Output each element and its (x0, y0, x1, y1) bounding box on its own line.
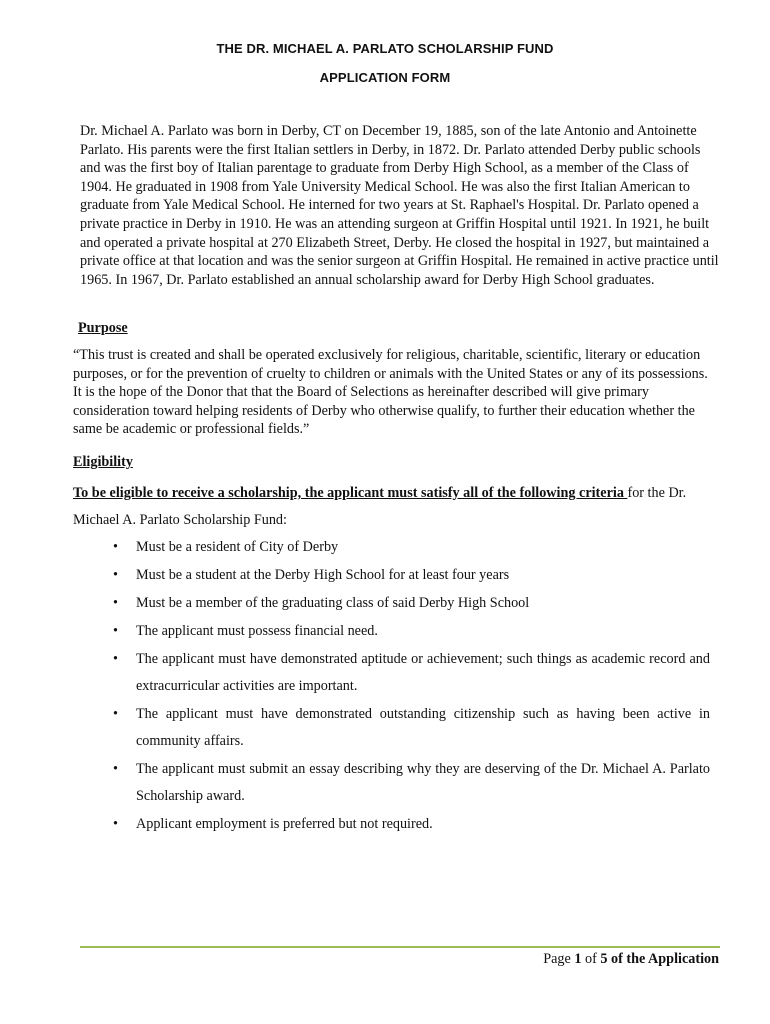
eligibility-criteria-list (110, 534, 710, 839)
bullet-icon: • (113, 816, 118, 832)
criteria-text: The applicant must possess financial need. (136, 623, 378, 639)
document-subtitle: APPLICATION FORM (319, 70, 451, 85)
criteria-item (110, 618, 710, 645)
criteria-text: The applicant must submit an essay describing why they are deserving of the Dr. Michael A. Parlato Scholarship award. (136, 761, 710, 804)
criteria-text: Must be a resident of City of Derby (136, 539, 339, 555)
criteria-text: The applicant must have demonstrated aptitude or achievement; such things as academic record and extracurricular activities are important. (136, 651, 710, 694)
footer-divider (80, 946, 720, 948)
criteria-item (110, 646, 710, 700)
criteria-item (110, 811, 710, 838)
criteria-item (110, 590, 710, 617)
bullet-icon: • (113, 706, 118, 722)
criteria-item (110, 534, 710, 561)
eligibility-intro-rest: for the Dr. Michael A. Parlato Scholarship Fund: (73, 485, 687, 528)
footer-total: 5 of the Application (600, 951, 719, 967)
eligibility-heading: Eligibility (73, 454, 133, 470)
footer-prefix: Page (543, 951, 575, 967)
criteria-item (110, 562, 710, 589)
criteria-text: Applicant employment is preferred but not required. (136, 816, 433, 832)
footer-of: of (581, 951, 601, 967)
purpose-paragraph: “This trust is created and shall be operated exclusively for religious, charitable, scientific, literary or education purposes, or for the prevention of cruelty to children or animals with the United States or any of its possessions. It is the hope of the Donor that that the Board of Selections as hereinafter described will give primary consideration toward helping residents of Derby who otherwise qualify, to further their education whether the same be academic or professional fields.” (73, 347, 708, 438)
bullet-icon: • (113, 539, 118, 555)
bullet-icon: • (113, 761, 118, 777)
bullet-icon: • (113, 567, 118, 583)
criteria-text: Must be a member of the graduating class of said Derby High School (136, 595, 530, 611)
eligibility-intro (73, 480, 723, 534)
footer-page-number: 1 (574, 951, 582, 967)
bullet-icon: • (113, 651, 118, 667)
biography-paragraph: Dr. Michael A. Parlato was born in Derby, CT on December 19, 1885, son of the late Antonio and Antoinette Parlato. His parents were the first Italian settlers in Derby, in 1872. Dr. Parlato attended Derby public schools and was the first boy of Italian parentage to graduate from Derby High School, as a member of the Class of 1904. He graduated in 1908 from Yale University Medical School. He was also the first Italian American to graduate from Yale Medical School. He interned for two years at St. Raphael's Hospital. Dr. Parlato opened a private practice in Derby in 1910. He was an attending surgeon at Griffin Hospital until 1921. In 1921, he built and operated a private hospital at 270 Elizabeth Street, Derby. He closed the hospital in 1927, but maintained a private office at that location and was the senior surgeon at Griffin Hospital. He remained in active practice until 1965. In 1967, Dr. Parlato established an annual scholarship award for Derby High School graduates. (80, 123, 719, 288)
eligibility-lead: To be eligible to receive a scholarship, the applicant must satisfy all of the following criteria (73, 485, 628, 501)
page-footer (543, 951, 719, 968)
criteria-item (110, 756, 710, 810)
criteria-text: Must be a student at the Derby High School for at least four years (136, 567, 510, 583)
purpose-heading: Purpose (78, 320, 128, 336)
criteria-text: The applicant must have demonstrated outstanding citizenship such as having been active in community affairs. (136, 706, 710, 749)
document-title: THE DR. MICHAEL A. PARLATO SCHOLARSHIP FUND (216, 41, 554, 56)
bullet-icon: • (113, 595, 118, 611)
criteria-item (110, 701, 710, 755)
bullet-icon: • (113, 623, 118, 639)
